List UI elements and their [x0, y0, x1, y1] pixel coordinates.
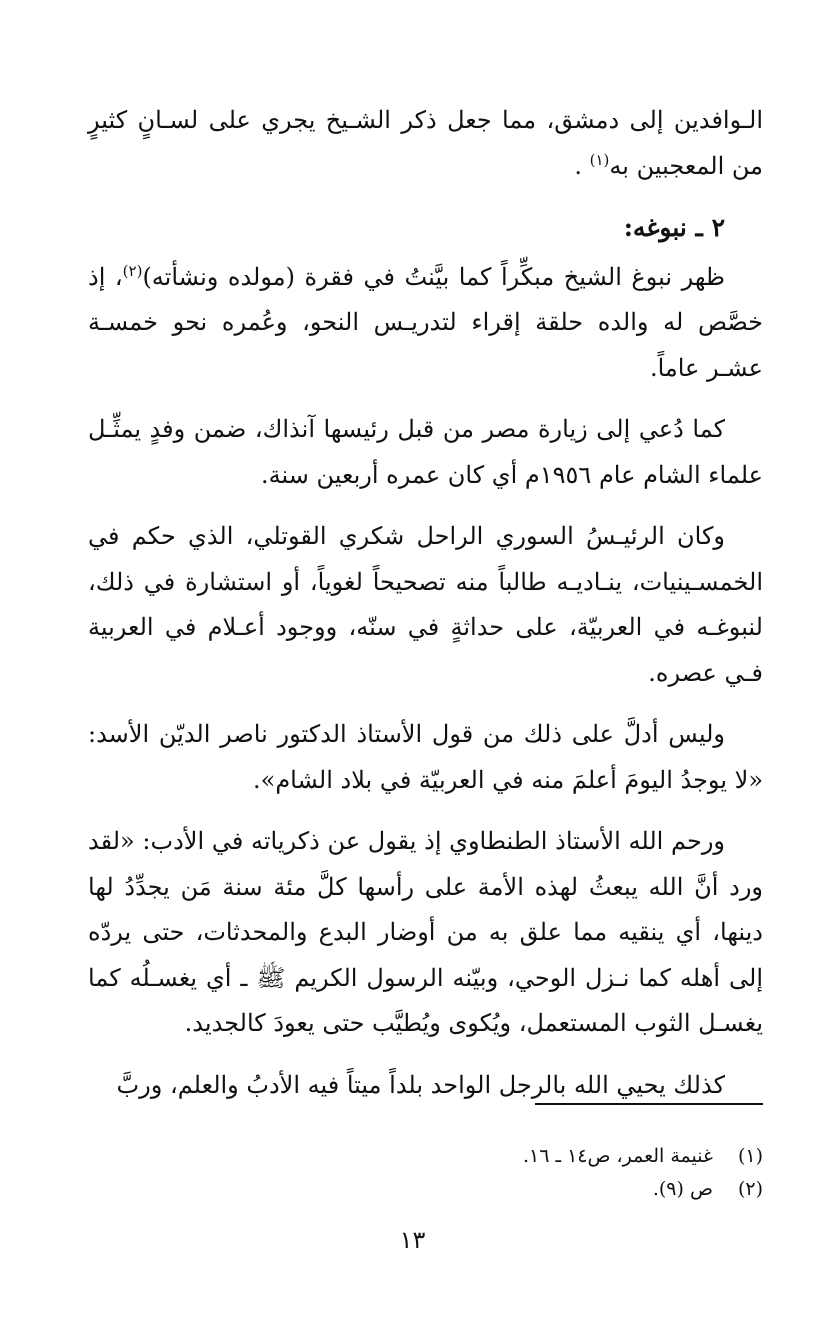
footnote-ref-1[interactable]: (١)	[589, 150, 610, 169]
paragraph-quote-asad: وليس أدلَّ على ذلك من قول الأستاذ الدكتور ناصر الديّن الأسد: «لا يوجدُ اليومَ أعلمَ منه في العربيّة في بلاد الشام».	[88, 720, 763, 794]
footnotes	[88, 1140, 763, 1206]
paragraph-text: ظهر نبوغ الشيخ مبكِّراً كما بيَّنتُ في فقرة (مولده ونشأته)	[142, 262, 725, 291]
paragraph-continuation	[88, 98, 763, 189]
page-number: ١٣	[399, 1226, 426, 1254]
footnote-ref-2[interactable]: (٢)	[122, 261, 143, 280]
footnote-1	[88, 1140, 763, 1173]
section-heading: ٢ ـ نبوغه:	[623, 213, 725, 242]
footnote-2	[88, 1173, 763, 1206]
paragraph-president: وكان الرئيـسُ السوري الراحل شكري القوتلي، الذي حكم في الخمسـينيات، ينـاديـه طالباً منه تصحيحاً لغوياً، أو استشارة في ذلك، لنبوغـه في العربيّة، على حداثةٍ في سنّه، ووجود أعـلام في العربية فـي عصره.	[88, 522, 763, 687]
paragraph-tantawi: ورحم الله الأستاذ الطنطاوي إذ يقول عن ذكرياته في الأدب: «لقد ورد أنَّ الله يبعثُ لهذه الأمة على رأسها كلَّ مئة سنة مَن يجدِّدُ لها دينها، أي ينقيه مما علق به من أوضار البدع والمحدثات، حتى يردّه إلى أهله كما نـزل الوحي، وبيّنه الرسول الكريم ﷺ ـ أي يغسـلُه كما يغسـل الثوب المستعمل، ويُكوى ويُطيَّب حتى يعودَ كالجديد.	[88, 827, 763, 1037]
paragraph-text: ، إذ خصَّص له والده حلقة إقراء لتدريـس النحو، وعُمره نحو خمسـة عشـر عاماً.	[88, 262, 763, 382]
paragraph-genius	[88, 255, 763, 392]
paragraph-closing: كذلك يحيي الله بالرجل الواحد بلداً ميتاً فيه الأدبُ والعلم، وربَّ	[116, 1070, 725, 1099]
paragraph-egypt-visit: كما دُعي إلى زيارة مصر من قبل رئيسها آنذاك، ضمن وفدٍ يمثِّـل علماء الشام عام ١٩٥٦م أي كان عمره أربعين سنة.	[88, 415, 763, 489]
footnote-text: ص (٩).	[652, 1178, 713, 1200]
footnote-divider	[535, 1103, 763, 1105]
paragraph-end: .	[574, 151, 582, 180]
footnote-text: غنيمة العمر، ص١٤ ـ ١٦.	[522, 1145, 713, 1167]
footnote-number: (٢)	[737, 1178, 763, 1200]
footnote-number: (١)	[737, 1145, 763, 1167]
paragraph-text: الـوافدين إلى دمشق، مما جعل ذكر الشـيخ يجري على لسـانٍ كثيرٍ من المعجبين به	[88, 106, 763, 180]
body-text	[88, 98, 763, 1124]
